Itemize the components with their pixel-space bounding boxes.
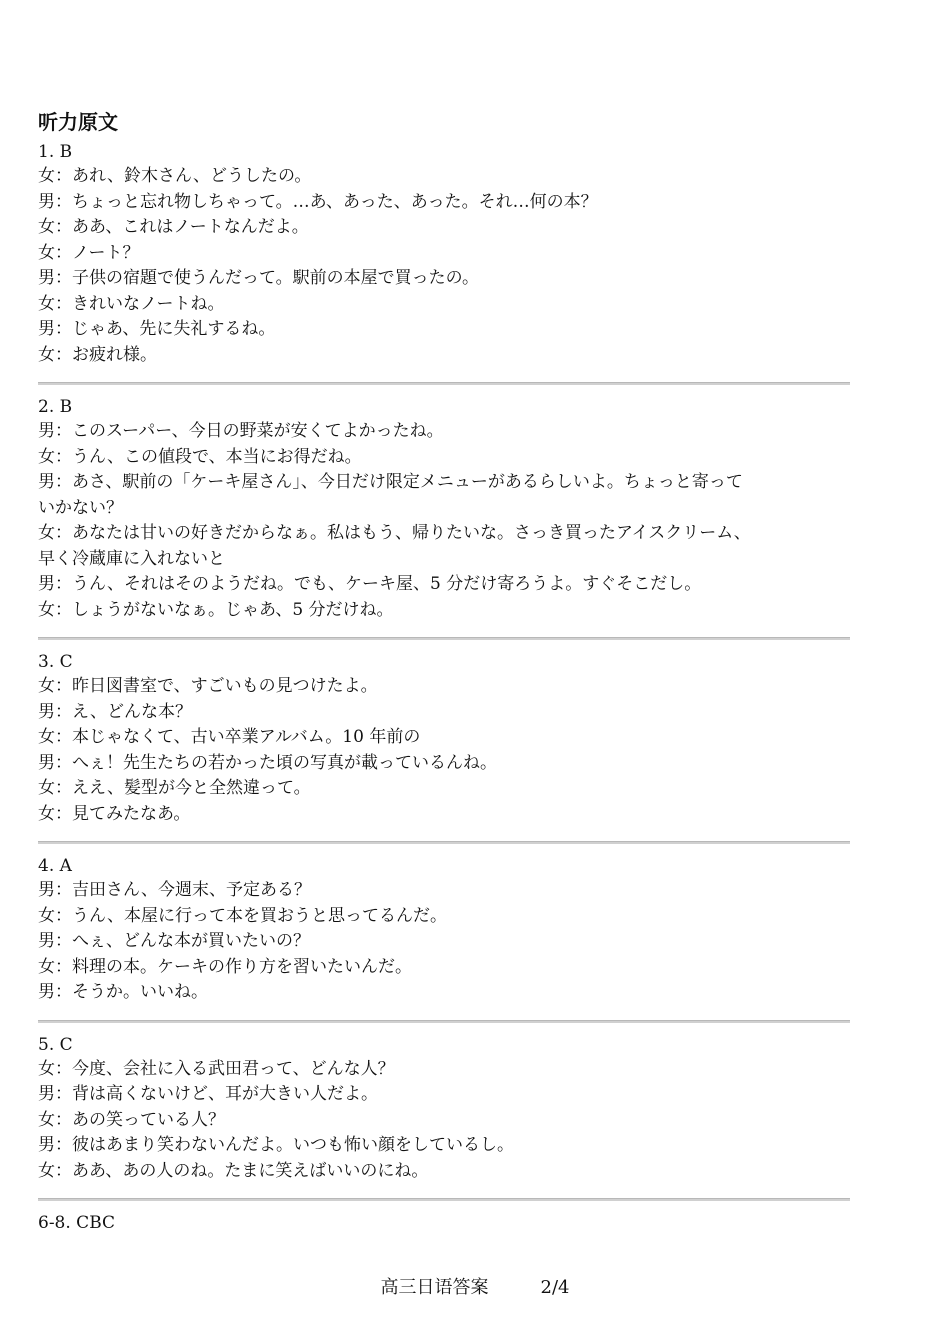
page-number: 2/4 <box>540 1277 570 1298</box>
transcript-section <box>38 854 850 1006</box>
dialogue-line: 女：お疲れ様。 <box>38 344 157 365</box>
dialogue-line: 女：昨日図書室で、すごいもの見つけたよ。 <box>38 676 378 696</box>
dialogue-line: 女：料理の本。ケーキの作り方を習いたいんだ。 <box>38 956 412 977</box>
transcript-section <box>38 395 850 623</box>
footer-label: 高三日语答案 <box>380 1277 489 1298</box>
transcript-section <box>38 650 850 827</box>
section-divider <box>38 382 850 385</box>
question-answer-heading: 5. C <box>38 1034 73 1055</box>
dialogue-line: 女：あなたは甘いの好きだからなぁ。私はもう、帰りたいな。さっき買ったアイスクリーム、 <box>38 523 751 543</box>
dialogue-line: 男：へぇ、どんな本が買いたいの？ <box>38 931 310 951</box>
document-body <box>38 108 850 1235</box>
dialogue-line: 早く冷蔵庫に入れないと <box>38 548 225 569</box>
dialogue-line: 男：このスーパー、今日の野菜が安くてよかったね。 <box>38 421 444 441</box>
dialogue-line: 男：背は高くないけど、耳が大きい人だよ。 <box>38 1084 378 1104</box>
transcript-section <box>38 1211 850 1235</box>
dialogue-line: 男：あさ、駅前の「ケーキ屋さん」、今日だけ限定メニューがあるらしいよ。ちょっと寄って <box>38 472 743 492</box>
question-answer-heading: 3. C <box>38 652 73 672</box>
question-answer-heading: 4. A <box>38 856 72 876</box>
dialogue-line: 男：子供の宿題で使うんだって。駅前の本屋で買ったの。 <box>38 268 479 288</box>
dialogue-line: 男：うん、それはそのようだね。でも、ケーキ屋、5 分だけ寄ろうよ。すぐそこだし。 <box>38 574 702 594</box>
dialogue-line: 男：え、どんな本？ <box>38 701 193 722</box>
dialogue-line: 女：本じゃなくて、古い卒業アルバム。10 年前の <box>38 727 421 747</box>
dialogue-line: 女：あの笑っている人？ <box>38 1109 225 1130</box>
section-divider <box>38 1020 850 1023</box>
dialogue-line: 男：へぇ！先生たちの若かった頃の写真が載っているんね。 <box>38 752 497 773</box>
dialogue-line: 女：今度、会社に入る武田君って、どんな人？ <box>38 1058 395 1079</box>
dialogue-line: 男：吉田さん、今週末、予定ある？ <box>38 880 312 900</box>
dialogue-line: 女：しょうがないなぁ。じゃあ、5 分だけね。 <box>38 599 394 620</box>
question-answer-heading: 1. B <box>38 142 73 162</box>
dialogue-line: 女：うん、この値段で、本当にお得だね。 <box>38 446 362 467</box>
dialogue-line: 男：じゃあ、先に失礼するね。 <box>38 319 276 339</box>
dialogue-line: 女：きれいなノートね。 <box>38 293 225 314</box>
section-divider <box>38 1198 850 1201</box>
dialogue-line: 女：ノート？ <box>38 242 140 263</box>
page-footer <box>0 1276 950 1300</box>
dialogue-line: 男：そうか。いいね。 <box>38 982 208 1002</box>
question-answer-heading: 2. B <box>38 397 73 417</box>
dialogue-line: 女：ああ、あの人のね。たまに笑えばいいのにね。 <box>38 1160 429 1181</box>
transcript-section <box>38 140 850 368</box>
dialogue-line: 女：ああ、これはノートなんだよ。 <box>38 217 309 237</box>
dialogue-line: 男：ちょっと忘れ物しちゃって。…あ、あった、あった。それ…何の本？ <box>38 191 598 212</box>
dialogue-line: 男：彼はあまり笑わないんだよ。いつも怖い顔をしているし。 <box>38 1135 514 1155</box>
section-divider <box>38 637 850 640</box>
dialogue-line: いかない？ <box>38 497 123 518</box>
transcript-sections <box>38 140 850 1235</box>
question-answer-heading: 6-8. CBC <box>38 1213 116 1233</box>
page-title: 听力原文 <box>38 110 118 134</box>
section-divider <box>38 841 850 844</box>
transcript-section <box>38 1033 850 1185</box>
dialogue-line: 女：あれ、鈴木さん、どうしたの。 <box>38 166 312 186</box>
dialogue-line: 女：見てみたなあ。 <box>38 803 191 824</box>
dialogue-line: 女：ええ、髪型が今と全然違って。 <box>38 778 311 798</box>
dialogue-line: 女：うん、本屋に行って本を買おうと思ってるんだ。 <box>38 905 448 926</box>
